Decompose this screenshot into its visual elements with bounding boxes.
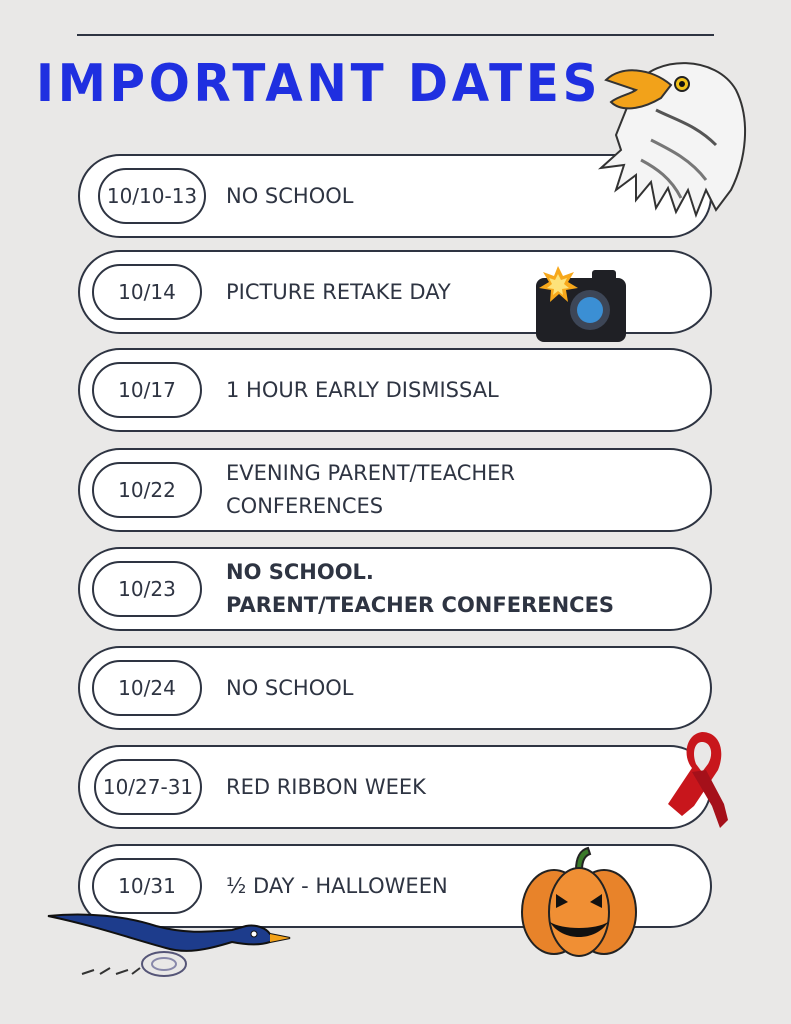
event-date: 10/10-13 [98,168,206,224]
event-label [226,549,614,629]
event-label-line: NO SCHOOL [226,675,354,700]
camera-icon [532,262,630,346]
eagle-icon [596,50,756,218]
event-label [226,747,426,827]
pumpkin-icon [518,846,640,958]
event-label-line: PICTURE RETAKE DAY [226,279,451,304]
event-date: 10/14 [92,264,202,320]
event-label-line: RED RIBBON WEEK [226,774,426,799]
event-label [226,450,515,530]
event-row [78,348,712,432]
top-divider [77,34,714,36]
event-date: 10/22 [92,462,202,518]
event-label [226,252,451,332]
event-row [78,547,712,631]
event-date: 10/17 [92,362,202,418]
event-label-line: PARENT/TEACHER CONFERENCES [226,593,615,617]
event-row [78,745,712,829]
event-label-line: ½ DAY - HALLOWEEN [226,873,448,898]
red-ribbon-icon [664,728,734,832]
event-date: 10/27-31 [94,759,202,815]
event-label-line: CONFERENCES [226,494,384,518]
event-date: 10/23 [92,561,202,617]
event-label-line: NO SCHOOL. [226,560,374,584]
page-title: IMPORTANT DATES [36,54,602,114]
event-row [78,448,712,532]
event-label-line: EVENING PARENT/TEACHER [226,461,516,485]
event-label [226,156,353,236]
event-date: 10/31 [92,858,202,914]
event-label-line: 1 HOUR EARLY DISMISSAL [226,377,499,402]
event-label [226,350,499,430]
roadrunner-icon [46,908,294,984]
event-date: 10/24 [92,660,202,716]
event-label [226,648,353,728]
event-row [78,646,712,730]
event-label-line: NO SCHOOL [226,183,354,208]
